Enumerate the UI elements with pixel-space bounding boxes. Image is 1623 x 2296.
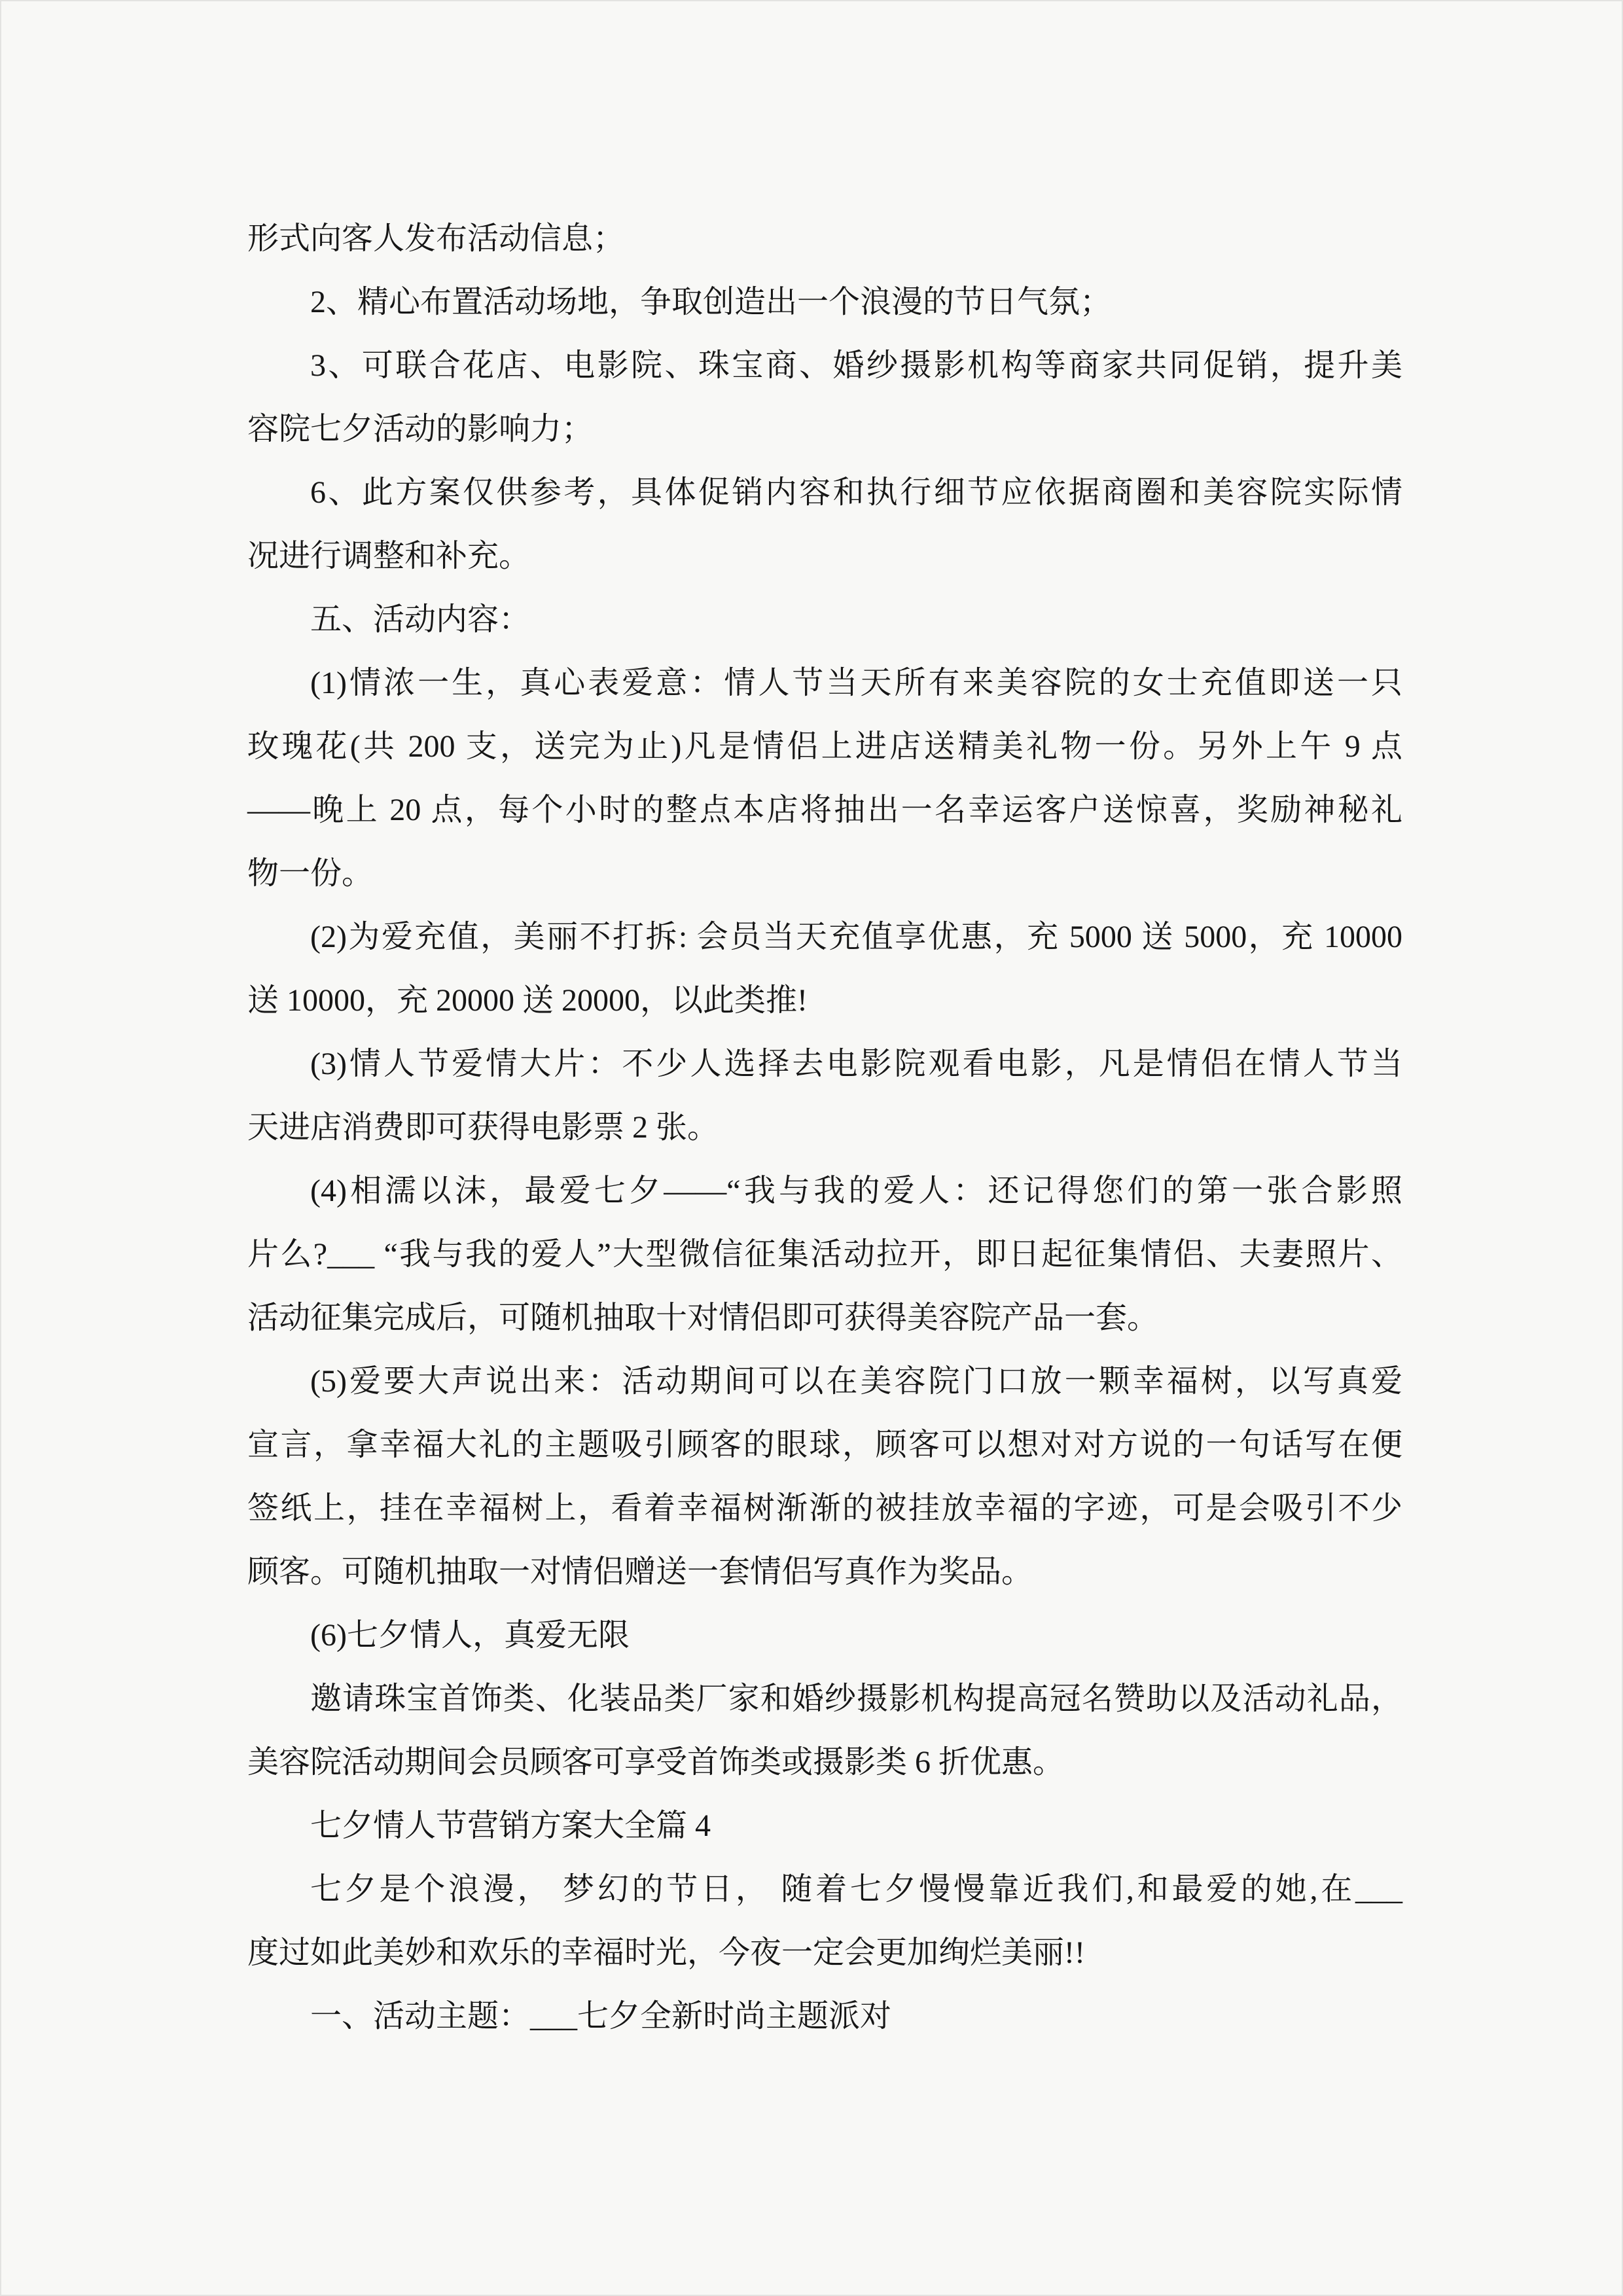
text-line: (2)为爱充值，美丽不打拆: 会员当天充值享优惠，充 5000 送 5000，充 10000 <box>310 920 1402 954</box>
text-line: 况进行调整和补充。 <box>247 539 531 573</box>
text-line: (5)爱要大声说出来：活动期间可以在美容院门口放一颗幸福树，以写真爱 <box>310 1364 1402 1399</box>
text-line: 片么?___ “我与我的爱人”大型微信征集活动拉开，即日起征集情侣、夫妻照片、 <box>247 1237 1402 1272</box>
text-line: 形式向客人发布活动信息； <box>247 221 625 256</box>
text-line: 顾客。可随机抽取一对情侣赠送一套情侣写真作为奖品。 <box>247 1554 1033 1589</box>
text-line: 七夕是个浪漫， 梦幻的节日， 随着七夕慢慢靠近我们,和最爱的她,在___ <box>310 1872 1402 1907</box>
text-line: (4)相濡以沫，最爱七夕——“我与我的爱人：还记得您们的第一张合影照 <box>310 1174 1402 1208</box>
text-line: 一、活动主题：___七夕全新时尚主题派对 <box>310 1999 892 2034</box>
text-line: 物一份。 <box>247 856 374 891</box>
text-line: 玫瑰花(共 200 支，送完为止)凡是情侣上进店送精美礼物一份。另外上午 9 点 <box>247 729 1402 764</box>
text-line: 活动征集完成后，可随机抽取十对情侣即可获得美容院产品一套。 <box>247 1300 1159 1335</box>
text-line: 天进店消费即可获得电影票 2 张。 <box>247 1110 719 1145</box>
text-line: 美容院活动期间会员顾客可享受首饰类或摄影类 6 折优惠。 <box>247 1745 1065 1780</box>
text-line: (1)情浓一生，真心表爱意：情人节当天所有来美容院的女士充值即送一只 <box>310 666 1402 700</box>
text-line: 邀请珠宝首饰类、化装品类厂家和婚纱摄影机构提高冠名赞助以及活动礼品， <box>310 1681 1402 1716</box>
text-line: 度过如此美妙和欢乐的幸福时光，今夜一定会更加绚烂美丽!! <box>247 1935 1085 1970</box>
text-line: 3、可联合花店、电影院、珠宝商、婚纱摄影机构等商家共同促销，提升美 <box>310 348 1402 383</box>
text-line: 五、活动内容： <box>310 602 531 637</box>
text-line: 签纸上，挂在幸福树上，看着幸福树渐渐的被挂放幸福的字迹，可是会吸引不少 <box>247 1491 1402 1526</box>
text-line: 七夕情人节营销方案大全篇 4 <box>310 1808 711 1843</box>
text-line: 送 10000，充 20000 送 20000，以此类推! <box>247 983 808 1018</box>
text-line: ——晚上 20 点，每个小时的整点本店将抽出一名幸运客户送惊喜，奖励神秘礼 <box>247 793 1402 827</box>
document-body <box>247 207 1402 2048</box>
text-line: (6)七夕情人，真爱无限 <box>310 1618 630 1653</box>
text-line: 6、此方案仅供参考，具体促销内容和执行细节应依据商圈和美容院实际情 <box>310 475 1402 510</box>
text-line: 2、精心布置活动场地，争取创造出一个浪漫的节日气氛； <box>310 285 1112 319</box>
text-line: (3)情人节爱情大片：不少人选择去电影院观看电影，凡是情侣在情人节当 <box>310 1047 1402 1081</box>
text-line: 宣言，拿幸福大礼的主题吸引顾客的眼球，顾客可以想对对方说的一句话写在便 <box>247 1427 1402 1462</box>
text-line: 容院七夕活动的影响力； <box>247 412 594 446</box>
